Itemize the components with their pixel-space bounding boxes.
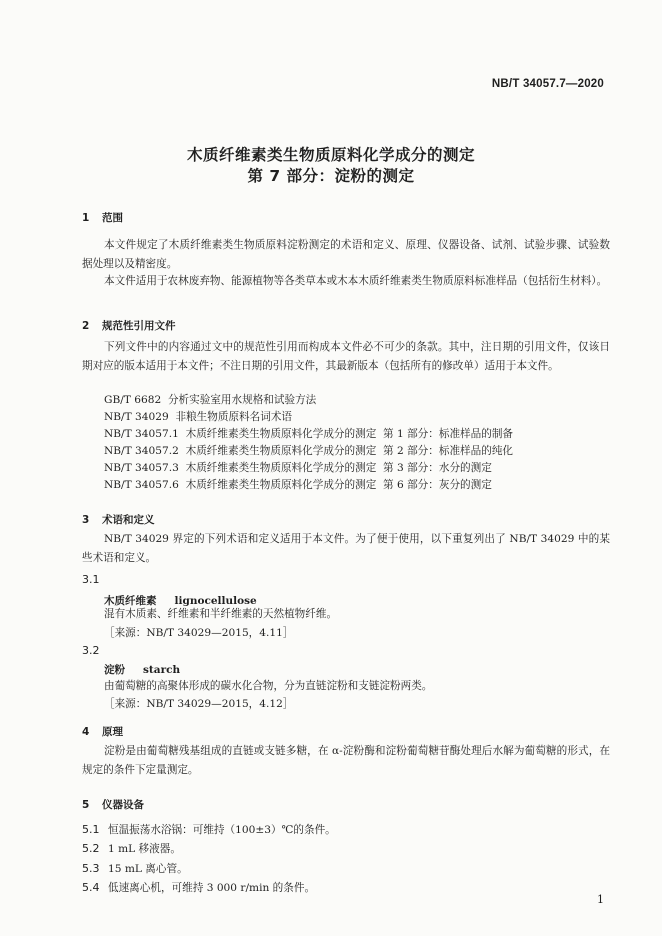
term-chinese: 木质纤维素 — [104, 595, 157, 607]
reference-item: NB/T 34029 非粮生物质原料名词术语 — [104, 411, 293, 423]
section-5-heading — [82, 797, 144, 812]
term-3-2-title — [104, 662, 180, 677]
section-number: 4 — [82, 726, 90, 738]
section-3-paragraph: NB/T 34029 界定的下列术语和定义适用于本文件。为了便于使用，以下重复列出了 NB/T 34029 中的某些术语和定义。 — [82, 533, 610, 564]
section-number: 5 — [82, 799, 90, 811]
section-title: 规范性引用文件 — [102, 320, 176, 332]
reference-item: NB/T 34057.2 木质纤维素类生物质原料化学成分的测定 第 2 部分：标准样品的纯化 — [104, 445, 514, 457]
equipment-item — [82, 822, 336, 837]
term-3-2-source: ［来源：NB/T 34029—2015，4.12］ — [104, 698, 294, 710]
item-number: 5.4 — [82, 881, 100, 894]
equipment-item — [82, 880, 315, 895]
item-number: 5.3 — [82, 862, 100, 875]
section-1-paragraph-2: 本文件适用于农林废弃物、能源植物等各类草本或木本木质纤维素类生物质原料标准样品（包括衍生材料）。 — [104, 275, 608, 287]
section-number: 2 — [82, 320, 90, 332]
item-text: 15 mL 离心管。 — [108, 863, 188, 875]
document-title: 木质纤维素类生物质原料化学成分的测定 — [186, 146, 475, 164]
section-2-paragraph: 下列文件中的内容通过文中的规范性引用而构成本文件必不可少的条款。其中，注日期的引用文件，仅该日期对应的版本适用于本文件；不注日期的引用文件，其最新版本（包括所有的修改单）适用于本文件。 — [82, 341, 610, 372]
item-text: 低速离心机，可维持 3 000 r/min 的条件。 — [108, 882, 316, 894]
term-3-1-number: 3.1 — [82, 573, 100, 586]
term-3-1-source: ［来源：NB/T 34029—2015，4.11］ — [104, 627, 294, 639]
reference-item: NB/T 34057.1 木质纤维素类生物质原料化学成分的测定 第 1 部分：标准样品的制备 — [104, 428, 514, 440]
section-title: 仪器设备 — [102, 799, 144, 811]
section-1-heading — [82, 210, 123, 225]
term-3-1-definition: 混有木质素、纤维素和半纤维素的天然植物纤维。 — [104, 608, 338, 620]
item-number: 5.2 — [82, 842, 100, 855]
item-text: 恒温振荡水浴锅：可维持（100±3）℃的条件。 — [108, 824, 336, 836]
section-2-heading — [82, 318, 176, 333]
section-title: 原理 — [102, 726, 123, 738]
section-4-heading — [82, 724, 123, 739]
term-english: lignocellulose — [174, 595, 257, 607]
reference-item: NB/T 34057.6 木质纤维素类生物质原料化学成分的测定 第 6 部分：灰分的测定 — [104, 479, 492, 491]
term-3-2-definition: 由葡萄糖的高聚体形成的碳水化合物，分为直链淀粉和支链淀粉两类。 — [104, 680, 433, 692]
section-title: 术语和定义 — [102, 514, 155, 526]
equipment-item — [82, 861, 188, 876]
document-subtitle: 第 7 部分：淀粉的测定 — [247, 167, 415, 185]
section-1-paragraph-1: 本文件规定了木质纤维素类生物质原料淀粉测定的术语和定义、原理、仪器设备、试剂、试验步骤、试验数据处理以及精密度。 — [82, 239, 610, 270]
section-number: 3 — [82, 514, 90, 526]
term-english: starch — [143, 664, 181, 676]
reference-item: GB/T 6682 分析实验室用水规格和试验方法 — [104, 394, 317, 406]
term-3-2-number: 3.2 — [82, 644, 100, 657]
item-text: 1 mL 移液器。 — [108, 843, 181, 855]
item-number: 5.1 — [82, 823, 100, 836]
standard-code: NB/T 34057.7—2020 — [491, 78, 604, 90]
term-chinese: 淀粉 — [104, 664, 125, 676]
section-3-heading — [82, 512, 155, 527]
reference-list — [104, 392, 513, 494]
section-4-paragraph: 淀粉是由葡萄糖残基组成的直链或支链多糖，在 α-淀粉酶和淀粉葡萄糖苷酶处理后水解为葡萄糖的形式，在规定的条件下定量测定。 — [82, 745, 610, 776]
page-number: 1 — [597, 893, 604, 906]
section-title: 范围 — [102, 212, 123, 224]
reference-item: NB/T 34057.3 木质纤维素类生物质原料化学成分的测定 第 3 部分：水分的测定 — [104, 462, 492, 474]
equipment-item — [82, 841, 181, 856]
section-number: 1 — [82, 212, 90, 224]
